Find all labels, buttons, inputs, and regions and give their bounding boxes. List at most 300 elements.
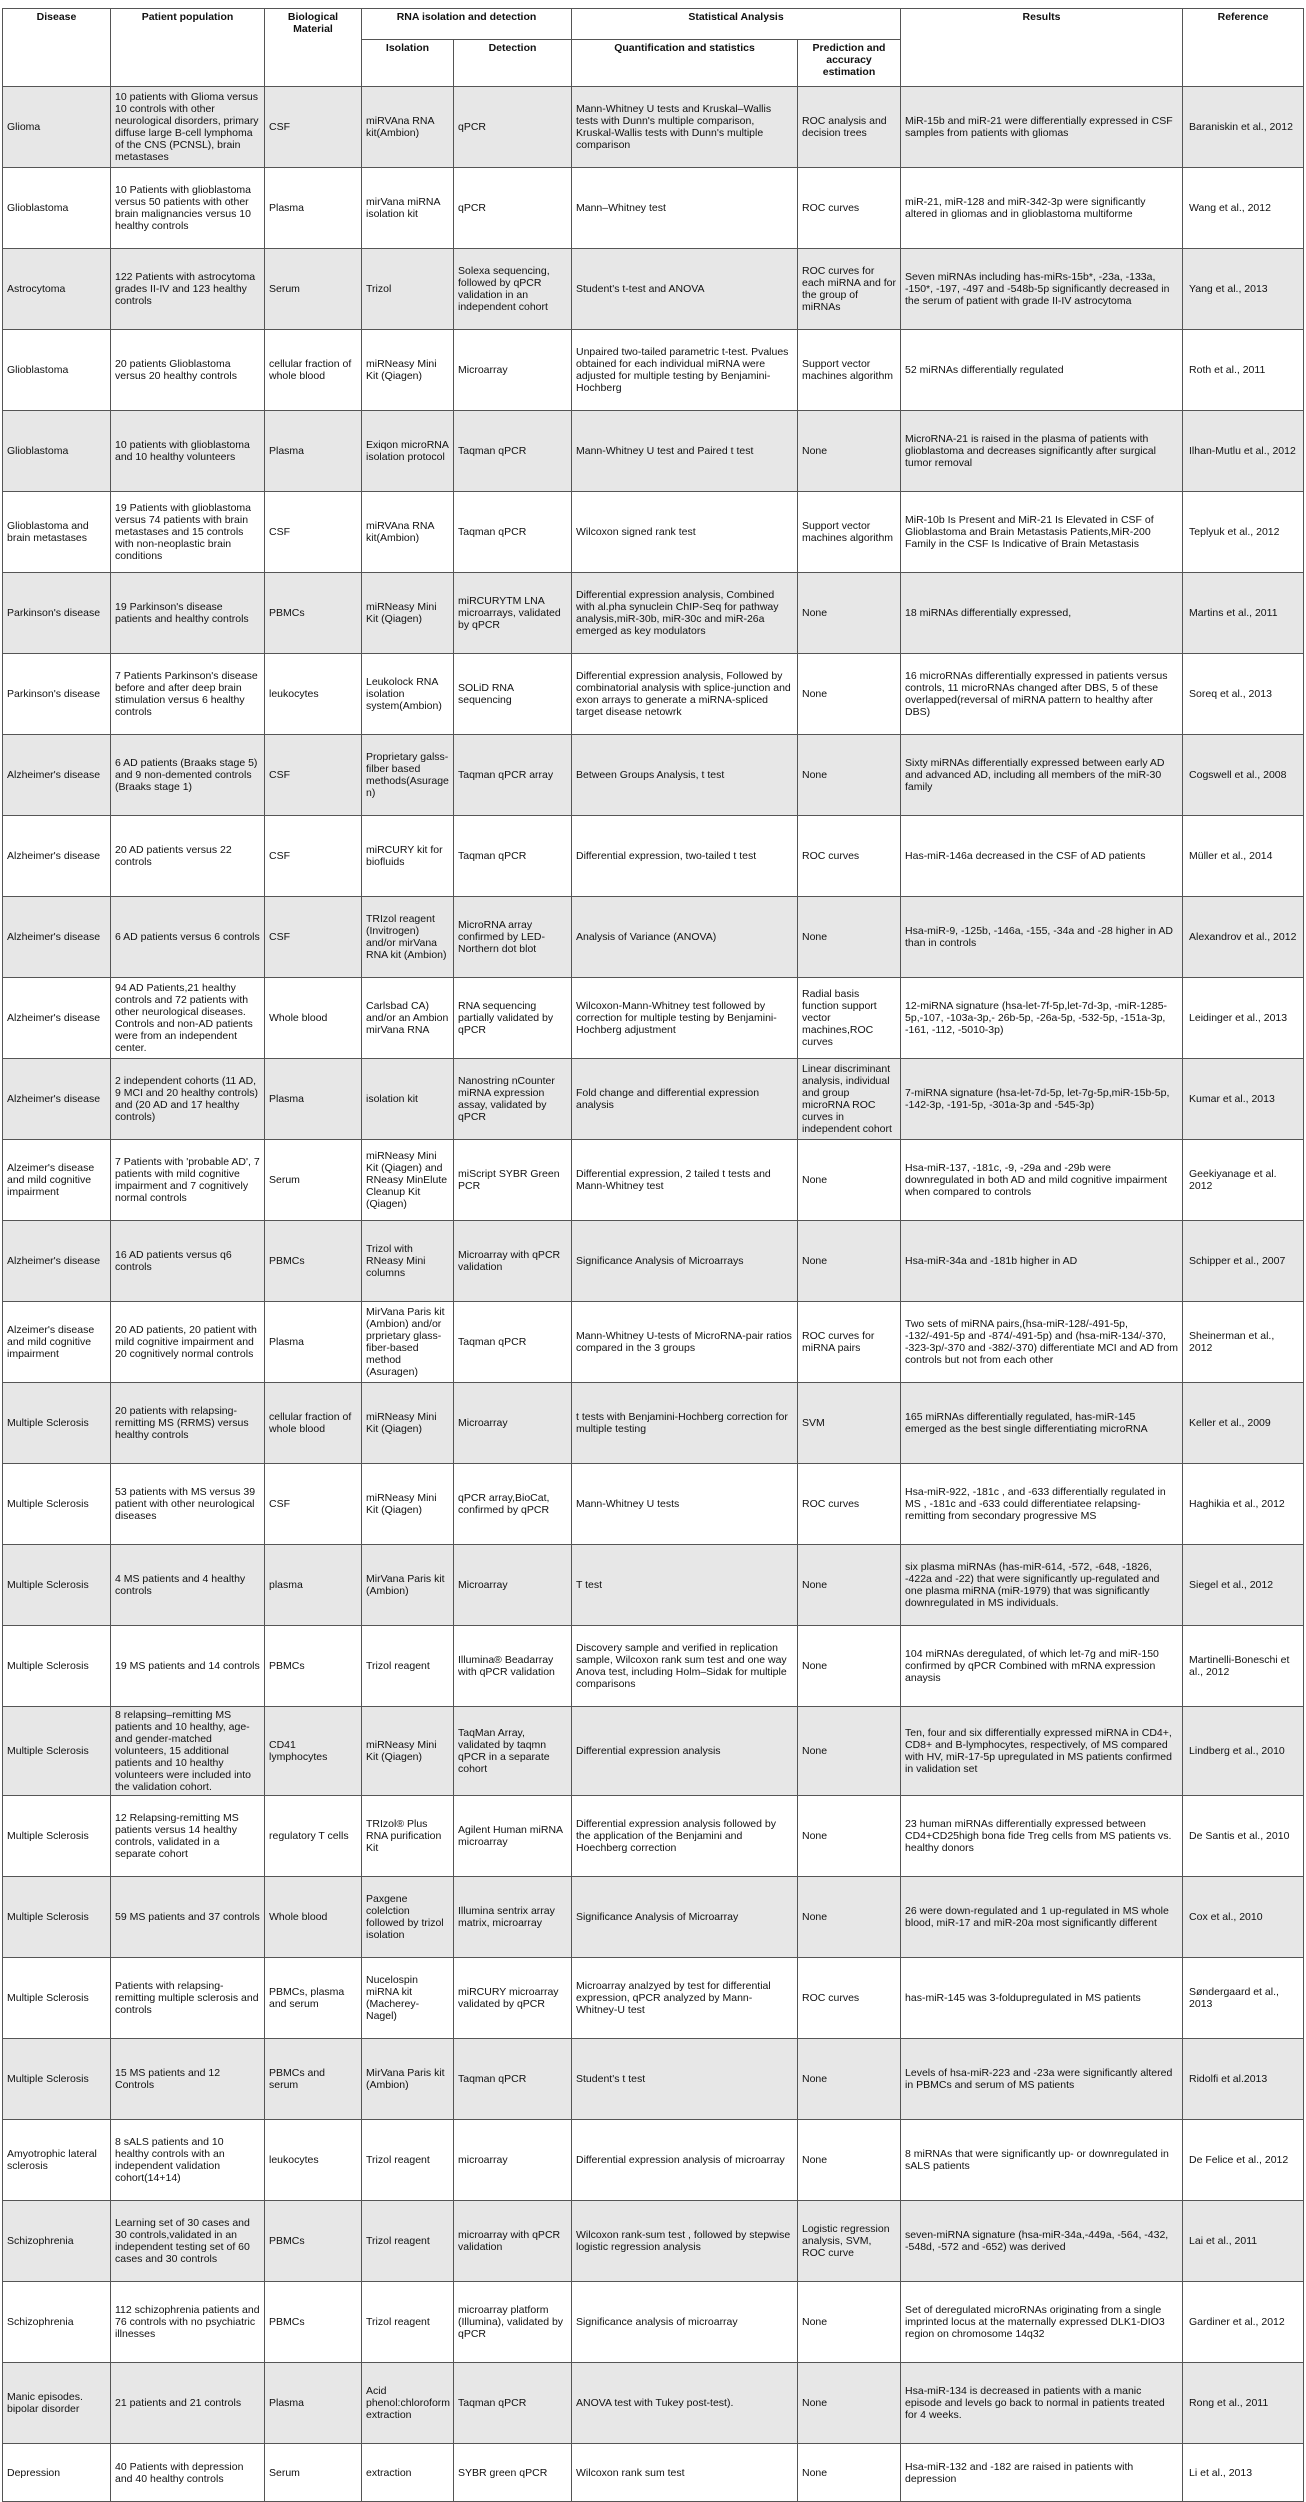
cell-results: Levels of hsa-miR-223 and -23a were significantly altered in PBMCs and serum of MS patients [901,2039,1183,2120]
cell-disease: Multiple Sclerosis [3,1545,111,1626]
cell-results: 16 microRNAs differentially expressed in patients versus controls, 11 microRNAs changed after DBS, 5 of these overlapped(reversal of miRNA pattern to healthy after DBS) [901,654,1183,735]
cell-isolation: TRIzol® Plus RNA purification Kit [362,1796,454,1877]
cell-detection: Taqman qPCR [454,411,572,492]
mirna-biomarker-table-wrapper [0,8,1306,2502]
cell-isolation: miRNeasy Mini Kit (Qiagen) and RNeasy MinElute Cleanup Kit (Qiagen) [362,1140,454,1221]
cell-isolation: isolation kit [362,1059,454,1140]
cell-results: Ten, four and six differentially expressed miRNA in CD4+, CD8+ and B-lymphocytes, respectively, of MS compared with HV, miR-17-5p upregulated in MS patients confirmed in validation set [901,1707,1183,1796]
cell-patient-population: 20 patients Glioblastoma versus 20 healthy controls [111,330,265,411]
cell-biological-material: Whole blood [265,978,362,1059]
cell-results: 104 miRNAs deregulated, of which let-7g and miR-150 confirmed by qPCR Combined with mRNA expression anaysis [901,1626,1183,1707]
cell-isolation: Leukolock RNA isolation system(Ambion) [362,654,454,735]
cell-patient-population: 122 Patients with astrocytoma grades II-IV and 123 healthy controls [111,249,265,330]
cell-patient-population: 21 patients and 21 controls [111,2363,265,2444]
cell-biological-material: plasma [265,1545,362,1626]
cell-reference: Li et al., 2013 [1183,2444,1304,2502]
cell-biological-material: PBMCs [265,2282,362,2363]
cell-biological-material: PBMCs [265,2201,362,2282]
table-row [3,735,1304,816]
table-row [3,1796,1304,1877]
cell-isolation: MirVana Paris kit (Ambion) and/or prprietary glass-fiber-based method (Asuragen) [362,1302,454,1383]
cell-results: Seven miRNAs including has-miRs-15b*, -23a, -133a, -150*, -197, -497 and -548b-5p significantly decreased in the serum of patient with grade II-IV astrocytoma [901,249,1183,330]
cell-quantification-statistics: Wilcoxon rank-sum test , followed by stepwise logistic regression analysis [572,2201,798,2282]
table-row [3,897,1304,978]
cell-biological-material: cellular fraction of whole blood [265,1383,362,1464]
cell-disease: Astrocytoma [3,249,111,330]
cell-results: Has-miR-146a decreased in the CSF of AD patients [901,816,1183,897]
header-prediction-accuracy: Prediction and accuracy estimation [798,40,901,87]
cell-biological-material: cellular fraction of whole blood [265,330,362,411]
cell-results: miR-21, miR-128 and miR-342-3p were significantly altered in gliomas and in glioblastoma multiforme [901,168,1183,249]
cell-results: Hsa-miR-922, -181c , and -633 differentially regulated in MS , -181c and -633 could differentiatee relapsing-remitting from secondary progressive MS [901,1464,1183,1545]
cell-detection: Agilent Human miRNA microarray [454,1796,572,1877]
table-row [3,1545,1304,1626]
cell-quantification-statistics: Discovery sample and verified in replication sample, Wilcoxon rank sum test and one way Anova test, including Holm–Sidak for multiple comparisons [572,1626,798,1707]
table-row [3,1059,1304,1140]
cell-patient-population: 12 Relapsing-remitting MS patients versus 14 healthy controls, validated in a separate cohort [111,1796,265,1877]
cell-isolation: Exiqon microRNA isolation protocol [362,411,454,492]
table-row [3,1221,1304,1302]
cell-quantification-statistics: T test [572,1545,798,1626]
cell-reference: Siegel et al., 2012 [1183,1545,1304,1626]
cell-isolation: Acid phenol:chloroform extraction [362,2363,454,2444]
cell-results: 7-miRNA signature (hsa-let-7d-5p, let-7g-5p,miR-15b-5p, -142-3p, -191-5p, -301a-3p and -545-3p) [901,1059,1183,1140]
cell-patient-population: 10 patients with Glioma versus 10 controls with other neurological disorders, primary diffuse large B-cell lymphoma of the CNS (PCNSL), brain metastases [111,87,265,168]
cell-quantification-statistics: Analysis of Variance (ANOVA) [572,897,798,978]
table-header [3,9,1304,87]
cell-quantification-statistics: Significance Analysis of Microarrays [572,1221,798,1302]
cell-detection: Taqman qPCR [454,1302,572,1383]
cell-results: 165 miRNAs differentially regulated, has-miR-145 emerged as the best single differentiating microRNA [901,1383,1183,1464]
cell-patient-population: 6 AD patients (Braaks stage 5) and 9 non-demented controls (Braaks stage 1) [111,735,265,816]
cell-biological-material: PBMCs [265,573,362,654]
cell-isolation: miRNeasy Mini Kit (Qiagen) [362,330,454,411]
cell-quantification-statistics: Differential expression analysis of microarray [572,2120,798,2201]
table-row [3,2201,1304,2282]
cell-detection: microarray with qPCR validation [454,2201,572,2282]
cell-disease: Alzheimer's disease [3,978,111,1059]
cell-prediction-accuracy: Radial basis function support vector machines,ROC curves [798,978,901,1059]
cell-biological-material: regulatory T cells [265,1796,362,1877]
cell-patient-population: 20 AD patients versus 22 controls [111,816,265,897]
cell-disease: Schizophrenia [3,2282,111,2363]
cell-biological-material: Plasma [265,1059,362,1140]
cell-quantification-statistics: Differential expression analysis [572,1707,798,1796]
cell-results: MiR-10b Is Present and MiR-21 Is Elevated in CSF of Glioblastoma and Brain Metastasis Patients,MiR-200 Family in the CSF Is Indicative of Brain Metastasis [901,492,1183,573]
cell-detection: TaqMan Array, validated by taqmn qPCR in a separate cohort [454,1707,572,1796]
cell-reference: De Santis et al., 2010 [1183,1796,1304,1877]
cell-biological-material: CD41 lymphocytes [265,1707,362,1796]
cell-biological-material: PBMCs [265,1626,362,1707]
table-row [3,1626,1304,1707]
cell-patient-population: 15 MS patients and 12 Controls [111,2039,265,2120]
cell-disease: Alzeimer's disease and mild cognitive impairment [3,1140,111,1221]
cell-patient-population: 7 Patients Parkinson's disease before and after deep brain stimulation versus 6 healthy controls [111,654,265,735]
cell-disease: Manic episodes. bipolar disorder [3,2363,111,2444]
cell-prediction-accuracy: ROC curves [798,1958,901,2039]
cell-biological-material: CSF [265,87,362,168]
cell-detection: SOLiD RNA sequencing [454,654,572,735]
cell-isolation: Trizol reagent [362,2120,454,2201]
cell-reference: Lai et al., 2011 [1183,2201,1304,2282]
cell-patient-population: 19 Patients with glioblastoma versus 74 patients with brain metastases and 15 controls with non-neoplastic brain conditions [111,492,265,573]
table-row [3,87,1304,168]
table-row [3,1302,1304,1383]
cell-quantification-statistics: Differential expression analysis, Followed by combinatorial analysis with splice-junction and exon arrays to generate a miRNA-spliced target disease netowrk [572,654,798,735]
cell-prediction-accuracy: None [798,1796,901,1877]
cell-quantification-statistics: Fold change and differential expression analysis [572,1059,798,1140]
cell-patient-population: 10 Patients with glioblastoma versus 50 patients with other brain malignancies versus 10 healthy controls [111,168,265,249]
cell-disease: Multiple Sclerosis [3,1383,111,1464]
cell-reference: Alexandrov et al., 2012 [1183,897,1304,978]
cell-reference: Martinelli-Boneschi et al., 2012 [1183,1626,1304,1707]
cell-isolation: Trizol with RNeasy Mini columns [362,1221,454,1302]
cell-reference: Leidinger et al., 2013 [1183,978,1304,1059]
cell-disease: Glioblastoma [3,411,111,492]
cell-reference: Müller et al., 2014 [1183,816,1304,897]
cell-disease: Multiple Sclerosis [3,2039,111,2120]
table-row [3,2282,1304,2363]
cell-prediction-accuracy: Support vector machines algorithm [798,330,901,411]
cell-quantification-statistics: Wilcoxon rank sum test [572,2444,798,2502]
cell-reference: Haghikia et al., 2012 [1183,1464,1304,1545]
cell-biological-material: Plasma [265,168,362,249]
cell-quantification-statistics: Significance Analysis of Microarray [572,1877,798,1958]
header-disease: Disease [3,9,111,87]
cell-detection: MicroRNA array confirmed by LED-Northern dot blot [454,897,572,978]
cell-reference: Rong et al., 2011 [1183,2363,1304,2444]
cell-biological-material: CSF [265,735,362,816]
cell-detection: Microarray with qPCR validation [454,1221,572,1302]
cell-results: MicroRNA-21 is raised in the plasma of patients with glioblastoma and decreases significantly after surgical tumor removal [901,411,1183,492]
table-row [3,1877,1304,1958]
cell-disease: Parkinson's disease [3,654,111,735]
cell-isolation: Trizol [362,249,454,330]
cell-isolation: Trizol reagent [362,2282,454,2363]
cell-reference: De Felice et al., 2012 [1183,2120,1304,2201]
cell-isolation: extraction [362,2444,454,2502]
cell-disease: Alzheimer's disease [3,1059,111,1140]
cell-reference: Soreq et al., 2013 [1183,654,1304,735]
cell-prediction-accuracy: None [798,897,901,978]
cell-results: Hsa-miR-132 and -182 are raised in patients with depression [901,2444,1183,2502]
cell-detection: miRCURYTM LNA microarrays, validated by qPCR [454,573,572,654]
cell-results: Hsa-miR-34a and -181b higher in AD [901,1221,1183,1302]
cell-quantification-statistics: Wilcoxon-Mann-Whitney test followed by correction for multiple testing by Benjamini-Hochberg adjustment [572,978,798,1059]
cell-biological-material: Serum [265,1140,362,1221]
cell-disease: Glioblastoma [3,168,111,249]
cell-results: 12-miRNA signature (hsa-let-7f-5p,let-7d-3p, -miR-1285-5p,-107, -103a-3p,- 26b-5p, -26a-5p, -532-5p, -151a-3p, -161, -112, -5010-3p) [901,978,1183,1059]
cell-patient-population: 7 Patients with 'probable AD', 7 patients with mild cognitive impairment and 7 cognitively normal controls [111,1140,265,1221]
cell-detection: Illumina sentrix array matrix, microarray [454,1877,572,1958]
cell-disease: Multiple Sclerosis [3,1626,111,1707]
cell-prediction-accuracy: ROC curves [798,168,901,249]
cell-quantification-statistics: Mann-Whitney U tests [572,1464,798,1545]
cell-results: Set of deregulated microRNAs originating from a single imprinted locus at the maternally expressed DLK1-DIO3 region on chromosome 14q32 [901,2282,1183,2363]
cell-prediction-accuracy: ROC curves [798,1464,901,1545]
cell-quantification-statistics: Between Groups Analysis, t test [572,735,798,816]
cell-reference: Keller et al., 2009 [1183,1383,1304,1464]
cell-patient-population: 8 relapsing–remitting MS patients and 10 healthy, age- and gender-matched volunteers, 15 additional patients and 10 healthy volunteers were included into the validation cohort. [111,1707,265,1796]
cell-reference: Yang et al., 2013 [1183,249,1304,330]
cell-isolation: MirVana Paris kit (Ambion) [362,2039,454,2120]
table-row [3,1958,1304,2039]
cell-isolation: miRNeasy Mini Kit (Qiagen) [362,1707,454,1796]
cell-detection: Microarray [454,1383,572,1464]
cell-patient-population: 19 MS patients and 14 controls [111,1626,265,1707]
cell-disease: Amyotrophic lateral sclerosis [3,2120,111,2201]
cell-disease: Schizophrenia [3,2201,111,2282]
cell-isolation: miRVAna RNA kit(Ambion) [362,87,454,168]
cell-disease: Alzheimer's disease [3,816,111,897]
cell-detection: Microarray [454,1545,572,1626]
cell-biological-material: Serum [265,249,362,330]
cell-prediction-accuracy: Linear discriminant analysis, individual and group microRNA ROC curves in independent cohort [798,1059,901,1140]
cell-results: six plasma miRNAs (has-miR-614, -572, -648, -1826, -422a and -22) that were significantly up-regulated and one plasma miRNA (miR-1979) that was significantly downregulated in MS individuals. [901,1545,1183,1626]
cell-detection: Taqman qPCR [454,816,572,897]
cell-reference: Roth et al., 2011 [1183,330,1304,411]
cell-disease: Alzheimer's disease [3,1221,111,1302]
cell-prediction-accuracy: None [798,1221,901,1302]
cell-quantification-statistics: Differential expression, 2 tailed t tests and Mann-Whitney test [572,1140,798,1221]
cell-biological-material: CSF [265,816,362,897]
cell-quantification-statistics: Wilcoxon signed rank test [572,492,798,573]
cell-reference: Ilhan-Mutlu et al., 2012 [1183,411,1304,492]
cell-prediction-accuracy: ROC analysis and decision trees [798,87,901,168]
cell-patient-population: 8 sALS patients and 10 healthy controls with an independent validation cohort(14+14) [111,2120,265,2201]
cell-isolation: Nucelospin miRNA kit (Macherey-Nagel) [362,1958,454,2039]
cell-detection: Microarray [454,330,572,411]
table-row [3,168,1304,249]
cell-detection: Illumina® Beadarray with qPCR validation [454,1626,572,1707]
cell-detection: miRCURY microarray validated by qPCR [454,1958,572,2039]
cell-reference: Gardiner et al., 2012 [1183,2282,1304,2363]
cell-reference: Baraniskin et al., 2012 [1183,87,1304,168]
cell-reference: Ridolfi et al.2013 [1183,2039,1304,2120]
cell-quantification-statistics: Unpaired two-tailed parametric t-test. Pvalues obtained for each individual miRNA were adjusted for multiple testing by Benjamini-Hochberg [572,330,798,411]
cell-detection: SYBR green qPCR [454,2444,572,2502]
cell-prediction-accuracy: None [798,2282,901,2363]
cell-disease: Glioma [3,87,111,168]
cell-prediction-accuracy: None [798,654,901,735]
header-statistical-analysis: Statistical Analysis [572,9,901,40]
cell-patient-population: 6 AD patients versus 6 controls [111,897,265,978]
table-row [3,2363,1304,2444]
cell-quantification-statistics: Mann-Whitney U-tests of MicroRNA-pair ratios compared in the 3 groups [572,1302,798,1383]
cell-reference: Lindberg et al., 2010 [1183,1707,1304,1796]
cell-quantification-statistics: t tests with Benjamini-Hochberg correction for multiple testing [572,1383,798,1464]
cell-results: 52 miRNAs differentially regulated [901,330,1183,411]
table-row [3,1707,1304,1796]
table-row [3,1464,1304,1545]
cell-patient-population: 19 Parkinson's disease patients and healthy controls [111,573,265,654]
cell-prediction-accuracy: Support vector machines algorithm [798,492,901,573]
cell-biological-material: leukocytes [265,654,362,735]
cell-isolation: MirVana Paris kit (Ambion) [362,1545,454,1626]
header-quantification-statistics: Quantification and statistics [572,40,798,87]
cell-detection: miScript SYBR Green PCR [454,1140,572,1221]
table-body [3,87,1304,2502]
cell-results: has-miR-145 was 3-foldupregulated in MS patients [901,1958,1183,2039]
cell-results: 23 human miRNAs differentially expressed between CD4+CD25high bona fide Treg cells from MS patients vs. healthy donors [901,1796,1183,1877]
cell-reference: Schipper et al., 2007 [1183,1221,1304,1302]
cell-biological-material: Plasma [265,411,362,492]
cell-detection: Nanostring nCounter miRNA expression assay, validated by qPCR [454,1059,572,1140]
cell-reference: Martins et al., 2011 [1183,573,1304,654]
cell-patient-population: Learning set of 30 cases and 30 controls,validated in an independent testing set of 60 cases and 30 controls [111,2201,265,2282]
header-isolation: Isolation [362,40,454,87]
cell-patient-population: 20 AD patients, 20 patient with mild cognitive impairment and 20 cognitively normal controls [111,1302,265,1383]
cell-quantification-statistics: Mann-Whitney U test and Paired t test [572,411,798,492]
cell-detection: Taqman qPCR array [454,735,572,816]
cell-biological-material: Plasma [265,2363,362,2444]
cell-prediction-accuracy: None [798,573,901,654]
header-reference: Reference [1183,9,1304,87]
cell-disease: Multiple Sclerosis [3,1707,111,1796]
cell-patient-population: 59 MS patients and 37 controls [111,1877,265,1958]
cell-patient-population: 112 schizophrenia patients and 76 controls with no psychiatric illnesses [111,2282,265,2363]
cell-biological-material: CSF [265,1464,362,1545]
cell-disease: Glioblastoma and brain metastases [3,492,111,573]
cell-detection: Taqman qPCR [454,492,572,573]
cell-isolation: miRVAna RNA kit(Ambion) [362,492,454,573]
table-row [3,816,1304,897]
cell-isolation: TRIzol reagent (Invitrogen) and/or mirVana RNA kit (Ambion) [362,897,454,978]
cell-patient-population: 10 patients with glioblastoma and 10 healthy volunteers [111,411,265,492]
cell-quantification-statistics: Differential expression analysis followed by the application of the Benjamini and Hoechberg correction [572,1796,798,1877]
cell-detection: Taqman qPCR [454,2039,572,2120]
cell-isolation: Carlsbad CA) and/or an Ambion mirVana RNA [362,978,454,1059]
cell-prediction-accuracy: None [798,2120,901,2201]
table-row [3,1383,1304,1464]
header-rna-isolation-detection: RNA isolation and detection [362,9,572,40]
cell-reference: Geekiyanage et al. 2012 [1183,1140,1304,1221]
cell-reference: Cox et al., 2010 [1183,1877,1304,1958]
cell-patient-population: 2 independent cohorts (11 AD, 9 MCI and 20 healthy controls) and (20 AD and 17 healthy controls) [111,1059,265,1140]
cell-patient-population: 16 AD patients versus q6 controls [111,1221,265,1302]
mirna-biomarker-table [2,8,1304,2502]
cell-patient-population: 53 patients with MS versus 39 patient with other neurological diseases [111,1464,265,1545]
cell-detection: microarray platform (Illumina), validated by qPCR [454,2282,572,2363]
cell-results: 8 miRNAs that were significantly up- or downregulated in sALS patients [901,2120,1183,2201]
cell-biological-material: CSF [265,492,362,573]
cell-patient-population: 94 AD Patients,21 healthy controls and 72 patients with other neurological diseases. Controls and non-AD patients were from an independent center. [111,978,265,1059]
cell-reference: Teplyuk et al., 2012 [1183,492,1304,573]
header-patient-population: Patient population [111,9,265,87]
cell-quantification-statistics: Significance analysis of microarray [572,2282,798,2363]
cell-reference: Wang et al., 2012 [1183,168,1304,249]
table-row [3,249,1304,330]
cell-disease: Parkinson's disease [3,573,111,654]
cell-biological-material: Whole blood [265,1877,362,1958]
cell-reference: Cogswell et al., 2008 [1183,735,1304,816]
cell-patient-population: 20 patients with relapsing-remitting MS (RRMS) versus healthy controls [111,1383,265,1464]
cell-prediction-accuracy: None [798,411,901,492]
cell-biological-material: PBMCs, plasma and serum [265,1958,362,2039]
cell-prediction-accuracy: None [798,2444,901,2502]
cell-prediction-accuracy: None [798,1877,901,1958]
cell-isolation: Paxgene colelction followed by trizol isolation [362,1877,454,1958]
cell-biological-material: PBMCs and serum [265,2039,362,2120]
cell-patient-population: Patients with relapsing-remitting multiple sclerosis and controls [111,1958,265,2039]
table-row [3,2039,1304,2120]
cell-disease: Multiple Sclerosis [3,1877,111,1958]
cell-prediction-accuracy: ROC curves [798,816,901,897]
cell-biological-material: leukocytes [265,2120,362,2201]
cell-results: 26 were down-regulated and 1 up-regulated in MS whole blood, miR-17 and miR-20a most significantly different [901,1877,1183,1958]
cell-detection: qPCR array,BioCat, confirmed by qPCR [454,1464,572,1545]
cell-disease: Alzheimer's disease [3,735,111,816]
cell-results: Hsa-miR-9, -125b, -146a, -155, -34a and -28 higher in AD than in controls [901,897,1183,978]
cell-prediction-accuracy: None [798,2039,901,2120]
cell-detection: RNA sequencing partially validated by qPCR [454,978,572,1059]
cell-detection: microarray [454,2120,572,2201]
cell-quantification-statistics: Student's t test [572,2039,798,2120]
cell-prediction-accuracy: Logistic regression analysis, SVM, ROC curve [798,2201,901,2282]
table-row [3,1140,1304,1221]
cell-results: Hsa-miR-137, -181c, -9, -29a and -29b were downregulated in both AD and mild cognitive impairment when compared to controls [901,1140,1183,1221]
cell-prediction-accuracy: ROC curves for miRNA pairs [798,1302,901,1383]
cell-biological-material: Serum [265,2444,362,2502]
cell-results: Sixty miRNAs differentially expressed between early AD and advanced AD, including all members of the miR-30 family [901,735,1183,816]
cell-results: seven-miRNA signature (hsa-miR-34a,-449a, -564, -432, -548d, -572 and -652) was derived [901,2201,1183,2282]
cell-quantification-statistics: Differential expression, two-tailed t test [572,816,798,897]
cell-prediction-accuracy: None [798,735,901,816]
cell-prediction-accuracy: None [798,1707,901,1796]
cell-isolation: miRNeasy Mini Kit (Qiagen) [362,1464,454,1545]
table-row [3,2120,1304,2201]
cell-disease: Depression [3,2444,111,2502]
cell-isolation: Trizol reagent [362,1626,454,1707]
cell-results: Two sets of miRNA pairs,(hsa-miR-128/-491-5p, -132/-491-5p and -874/-491-5p) and (hsa-miR-134/-370, -323-3p/-370 and -382/-370) differentiate MCI and AD from controls but not from each other [901,1302,1183,1383]
cell-results: MiR-15b and miR-21 were differentially expressed in CSF samples from patients with gliomas [901,87,1183,168]
cell-biological-material: Plasma [265,1302,362,1383]
cell-quantification-statistics: Mann–Whitney test [572,168,798,249]
cell-disease: Glioblastoma [3,330,111,411]
header-detection: Detection [454,40,572,87]
table-row [3,330,1304,411]
header-results: Results [901,9,1183,87]
cell-biological-material: CSF [265,897,362,978]
table-row [3,573,1304,654]
cell-reference: Sheinerman et al., 2012 [1183,1302,1304,1383]
cell-results: 18 miRNAs differentially expressed, [901,573,1183,654]
cell-disease: Multiple Sclerosis [3,1464,111,1545]
cell-patient-population: 4 MS patients and 4 healthy controls [111,1545,265,1626]
cell-patient-population: 40 Patients with depression and 40 healthy controls [111,2444,265,2502]
table-row [3,654,1304,735]
cell-prediction-accuracy: ROC curves for each miRNA and for the group of miRNAs [798,249,901,330]
header-biological-material: Biological Material [265,9,362,87]
cell-isolation: Trizol reagent [362,2201,454,2282]
cell-isolation: miRNeasy Mini Kit (Qiagen) [362,573,454,654]
cell-reference: Kumar et al., 2013 [1183,1059,1304,1140]
cell-isolation: Proprietary galss-filber based methods(Asurage n) [362,735,454,816]
cell-reference: Søndergaard et al., 2013 [1183,1958,1304,2039]
cell-detection: Solexa sequencing, followed by qPCR validation in an independent cohort [454,249,572,330]
cell-quantification-statistics: Student's t-test and ANOVA [572,249,798,330]
cell-prediction-accuracy: None [798,1626,901,1707]
cell-quantification-statistics: Microarray analzyed by test for differential expression, qPCR analyzed by Mann-Whitney-U test [572,1958,798,2039]
cell-isolation: miRCURY kit for biofluids [362,816,454,897]
cell-detection: qPCR [454,168,572,249]
cell-disease: Multiple Sclerosis [3,1958,111,2039]
cell-prediction-accuracy: None [798,2363,901,2444]
cell-prediction-accuracy: None [798,1545,901,1626]
cell-biological-material: PBMCs [265,1221,362,1302]
cell-isolation: mirVana miRNA isolation kit [362,168,454,249]
table-row [3,492,1304,573]
